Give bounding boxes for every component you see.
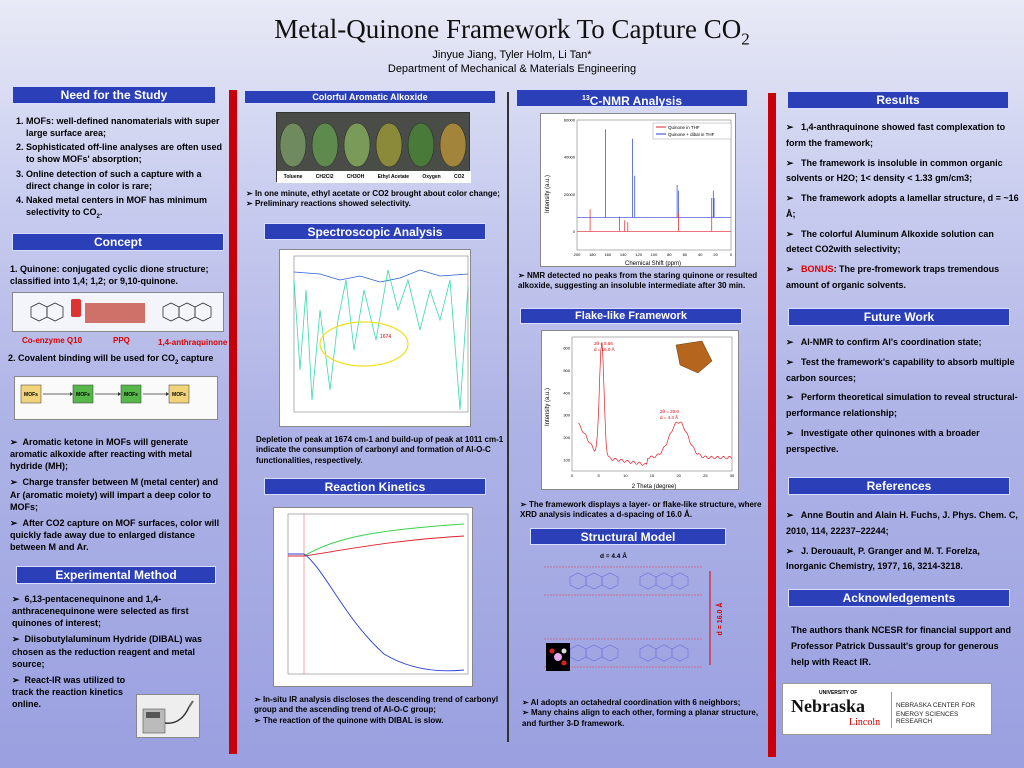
vial-label: Oxygen — [422, 174, 441, 180]
references-list — [786, 508, 1020, 579]
experimental-bullet: ➢ React-IR was utilized to track the reaction kinetics online. — [12, 674, 126, 710]
nmr-x-tick: 40 — [697, 252, 703, 257]
xrd-ylabel: Intensity (a.u.) — [545, 387, 551, 427]
xrd-ann2: 2θ = 20.0 — [660, 409, 679, 414]
ack-header: Acknowledgements — [788, 589, 1010, 607]
xrd-y-tick: 200 — [563, 435, 570, 440]
vial-label: Toluene — [283, 174, 303, 180]
references-header: References — [788, 477, 1010, 495]
xrd-y-tick: 500 — [563, 368, 570, 373]
xrd-xlabel: 2 Theta (degree) — [631, 484, 677, 490]
results-bullet: ➢ The framework adopts a lamellar structure, d = ~16 Å; — [786, 193, 1019, 219]
future-bullet: ➢ Al-NMR to confirm Al's coordination state; — [786, 337, 982, 347]
future-bullet: ➢ Investigate other quinones with a broader perspective. — [786, 427, 980, 454]
kinetics-bullet: ➢ In-situ IR analysis discloses the descending trend of carbonyl group and the ascending trend of Al-O-C group; — [254, 695, 499, 715]
results-bullet: ➢ The colorful Aluminum Alkoxide solution can detect CO2with selectivity; — [786, 228, 994, 255]
department: Department of Mechanical & Materials Engineering — [387, 63, 637, 75]
xrd-x-tick: 0 — [570, 473, 574, 478]
xrd-x-tick: 5 — [597, 473, 600, 478]
concept-bullet: ➢ Charge transfer between M (metal center) and Ar (aromatic moiety) will impart a deep color to MOFs; — [10, 477, 219, 512]
concept-p2: 2. Covalent binding will be used for $CO_2$ capture — [8, 353, 214, 366]
concept-bullet: ➢ Aromatic ketone in MOFs will generate aromatic alkoxide after reacting with metal hydride (MH); — [10, 437, 193, 472]
structural-bullet: ➢ Many chains align to each other, forming a planar structure, and further 3-D framework. — [522, 708, 759, 728]
alkoxide-bullet: ➢ Preliminary reactions showed selectivity. — [246, 199, 411, 209]
future-bullets — [786, 335, 1020, 461]
need-item: 3. Online detection of such a capture with a direct change in color is rare; — [26, 168, 224, 192]
vial-label: CH3OH — [346, 174, 365, 180]
kinetics-bullets — [254, 695, 506, 726]
xrd-ann2b: d = 4.4 Å — [660, 415, 679, 420]
need-list — [12, 115, 224, 223]
nmr-caption: ➢ NMR detected no peaks from the staring quinone or resulted alkoxide, suggesting an insoluble intermediate after 30 min. — [518, 271, 758, 291]
flow-mofs-1: MOFs — [24, 392, 38, 398]
flake-chart — [541, 330, 739, 490]
authors: Jinyue Jiang, Tyler Holm, Li Tan* — [432, 49, 592, 61]
experimental-bullet: ➢ 6,13-pentacenequinone and 1,4-anthracenequinone were selected as first quinones of interest; — [12, 594, 189, 629]
xrd-x-tick: 20 — [676, 473, 681, 478]
results-bullet: ➢ The framework is insoluble in common organic solvents or H2O; 1< density < 1.33 gm/cm3; — [786, 157, 1003, 184]
results-bullet: ➢ BONUS: The pre-fromework traps tremendous amount of organic solvents. — [786, 264, 1000, 290]
concept-label-q10: Co-enzyme Q10 — [22, 336, 83, 345]
spectro-header: Spectroscopic Analysis — [264, 223, 486, 240]
results-header: Results — [787, 91, 1009, 109]
logo-nebraska: Nebraska — [791, 696, 866, 716]
mof-flow-diagram — [14, 376, 218, 420]
nmr-x-tick: 60 — [682, 252, 688, 257]
concept-header: Concept — [12, 233, 224, 251]
concept-bullet: ➢ After CO2 capture on MOF surfaces, color will quickly fade away due to enlarged distance between M and Ar. — [10, 517, 220, 553]
xrd-y-tick: 300 — [563, 412, 570, 418]
nmr-legend-1: Quinone in THF — [668, 125, 700, 130]
spectro-caption: Depletion of peak at 1674 cm-1 and build-up of peak at 1011 cm-1 indicate the consumption of carbonyl and formation of Al-O-C functionalities, respectively. — [256, 435, 504, 465]
nmr-plot-frame — [577, 120, 731, 250]
concept-p1: 1. Quinone: conjugated cyclic dione structure; classified into 1,4; 1,2; or 9,10-quinone. — [10, 264, 209, 287]
logo-lincoln: Lincoln — [849, 717, 881, 728]
concept-bullets — [10, 436, 226, 557]
xrd-x-tick: 30 — [729, 473, 735, 478]
nmr-x-tick: 180 — [589, 252, 596, 257]
concept-label-aq: 1,4-anthraquinone — [158, 338, 228, 347]
nmr-x-tick: 160 — [604, 252, 612, 257]
unl-logo — [782, 683, 992, 735]
structural-dside: d = 16.0 Å — [717, 602, 724, 636]
nmr-y-tick: 40000 — [563, 154, 575, 160]
need-item: 1. MOFs: well-defined nanomaterials with super large surface area; — [26, 115, 224, 139]
xrd-x-tick: 25 — [703, 473, 708, 478]
reference-item: ➢ Anne Boutin and Alain H. Fuchs, J. Phys. Chem. C, 2010, 114, 22237–22244; — [786, 510, 1018, 536]
nmr-header: $^{13}$C-NMR Analysis — [516, 89, 748, 107]
nmr-xlabel: Chemical Shift (ppm) — [624, 261, 682, 267]
structural-bullet: ➢ Al adopts an octahedral coordination with 6 neighbors; — [522, 698, 741, 707]
nmr-x-tick: 80 — [667, 252, 672, 257]
nmr-x-tick: 20 — [713, 252, 718, 257]
logo-center1: NEBRASKA CENTER FOR — [896, 702, 976, 709]
divider-left — [229, 90, 237, 754]
future-bullet: ➢ Test the framework's capability to absorb multiple carbon sources; — [786, 356, 1015, 383]
flow-mofs-4: MOFs — [172, 392, 186, 398]
need-header: Need for the Study — [12, 86, 216, 104]
vial-label: CO2 — [454, 174, 465, 180]
logo-center2: ENERGY SCIENCES RESEARCH — [896, 711, 959, 725]
kinetics-chart — [273, 507, 473, 687]
title-main: Metal-Quinone Framework To Capture CO — [274, 14, 742, 44]
nmr-y-tick: 20000 — [563, 191, 575, 197]
nmr-x-tick: 100 — [650, 252, 658, 257]
alkoxide-header: Colorful Aromatic Alkoxide — [244, 90, 496, 104]
vials-photo — [276, 112, 470, 182]
kinetics-header: Reaction Kinetics — [264, 478, 486, 495]
structural-model — [540, 549, 740, 689]
xrd-x-tick: 10 — [623, 473, 628, 478]
nmr-x-tick: 200 — [573, 252, 581, 257]
reference-item: ➢ J. Derouault, P. Granger and M. T. Forelza, Inorganic Chemistry, 1977, 16, 3214-3218. — [786, 545, 980, 572]
vial-label: CH2Cl2 — [315, 174, 334, 180]
experimental-bullet: ➢ Diisobutylaluminum Hydride (DIBAL) was chosen as the reduction reagent and metal source; — [12, 634, 203, 669]
flake-caption: ➢ The framework displays a layer- or flake-like structure, where XRD analysis indicates a d-spacing of 16.0 Å. — [520, 500, 762, 520]
nmr-x-tick: 0 — [729, 252, 733, 257]
kinetics-bullet: ➢ The reaction of the quinone with DIBAL is slow. — [254, 715, 444, 725]
flake-header: Flake-like Framework — [520, 308, 742, 324]
structural-bullets — [522, 698, 766, 729]
flow-mofs-3: MOFs — [124, 392, 138, 398]
flow-mofs-2: MOFs — [76, 392, 90, 398]
nmr-x-tick: 120 — [635, 252, 642, 257]
structural-dtop: d = 4.4 Å — [600, 553, 627, 560]
xrd-ann1b: d = 16.0 Å — [594, 347, 615, 352]
alkoxide-bullet: ➢ In one minute, ethyl acetate or CO2 brought about color change; — [246, 189, 500, 198]
ack-text: The authors thank NCESR for financial support and Professor Patrick Dussault's group for generous help with React IR. — [791, 625, 1012, 667]
xrd-x-tick: 15 — [649, 473, 655, 478]
nmr-ylabel: Intensity (a.u.) — [545, 174, 551, 214]
experimental-header: Experimental Method — [16, 566, 216, 584]
concept-label-ppq: PPQ — [113, 336, 130, 345]
xrd-y-tick: 400 — [563, 390, 570, 396]
need-item: 2. Sophisticated off-line analyses are often used to show MOFs' absorption; — [26, 141, 224, 165]
divider-right — [768, 93, 776, 757]
results-bullets — [786, 120, 1020, 298]
need-item: 4. Naked metal centers in MOF has minimum selectivity to $CO_2$. — [26, 194, 224, 221]
logo-univ: UNIVERSITY OF — [819, 690, 858, 696]
xrd-y-tick: 100 — [563, 457, 570, 463]
nmr-y-tick: 0 — [572, 228, 575, 234]
xrd-ann1: 2θ = 5.56 — [594, 341, 613, 346]
nmr-chart — [540, 113, 736, 267]
poster-title — [0, 14, 1024, 49]
nmr-x-tick: 140 — [619, 252, 627, 257]
future-header: Future Work — [788, 308, 1010, 326]
nmr-y-tick: 60000 — [563, 117, 575, 123]
quinone-structures — [12, 292, 224, 332]
xrd-y-tick: 600 — [563, 345, 570, 351]
alkoxide-bullets — [246, 189, 508, 210]
title-sub: 2 — [741, 29, 750, 49]
nmr-legend-2: Quinone + dibal in THF — [668, 132, 715, 137]
structural-header: Structural Model — [530, 528, 726, 545]
spectro-chart — [279, 249, 471, 427]
svg-text:1674: 1674 — [380, 334, 392, 340]
react-ir-photo — [136, 694, 200, 738]
future-bullet: ➢ Perform theoretical simulation to reveal structural-performance relationship; — [786, 392, 1018, 418]
vial-label: Ethyl Acetate — [377, 174, 410, 180]
results-bullet: ➢ 1,4-anthraquinone showed fast complexation to form the framework; — [786, 122, 1006, 148]
